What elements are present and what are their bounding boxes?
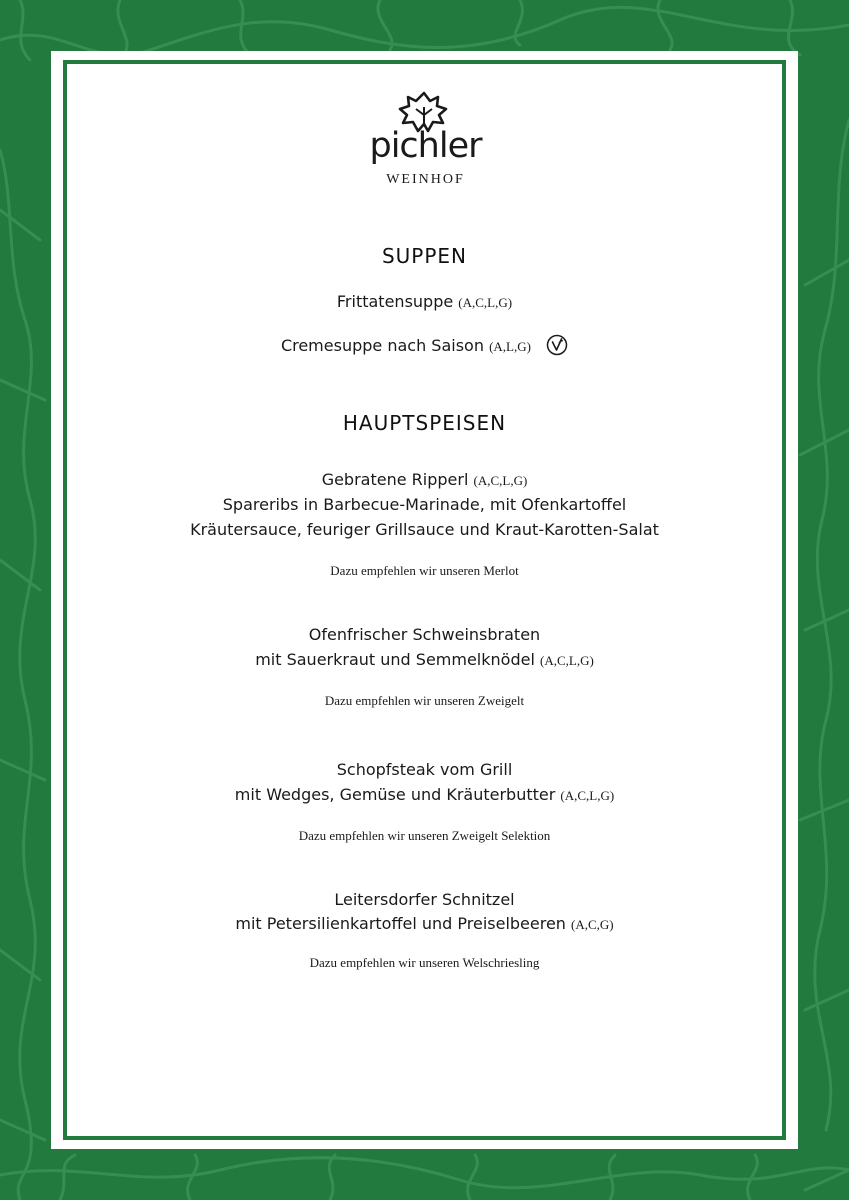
dish-description: mit Petersilienkartoffel und Preiselbeeren	[235, 914, 566, 933]
card-border-frame	[63, 60, 786, 1140]
dish-name: Frittatensuppe	[336, 292, 454, 311]
allergen-codes: (A,C,L,G)	[458, 295, 513, 310]
menu-card	[51, 51, 798, 1149]
dish-description: Spareribs in Barbecue-Marinade, mit Ofenkartoffel	[222, 495, 627, 514]
section-title-suppen: SUPPEN	[381, 244, 468, 268]
allergen-codes: (A,L,G)	[489, 339, 531, 354]
vegetarian-icon	[546, 334, 568, 356]
allergen-codes: (A,C,L,G)	[539, 653, 594, 668]
allergen-codes: (A,C,G)	[571, 917, 614, 932]
dish-name: Cremesuppe nach Saison	[280, 336, 484, 355]
dish-name: Ofenfrischer Schweinsbraten	[308, 625, 541, 644]
dish-name: Gebratene Ripperl	[321, 470, 469, 489]
dish-name: Leitersdorfer Schnitzel	[334, 890, 515, 909]
section-title-hauptspeisen: HAUPTSPEISEN	[342, 411, 507, 435]
menu-item-schopfsteak-desc	[51, 782, 798, 809]
menu-item-ripperl-title	[51, 467, 798, 494]
wine-recommendation: Dazu empfehlen wir unseren Welschriesling	[309, 955, 540, 970]
dish-description: mit Wedges, Gemüse und Kräuterbutter	[234, 785, 556, 804]
menu-item-cremesuppe	[51, 333, 798, 360]
dish-description: Kräutersauce, feuriger Grillsauce und Kraut-Karotten-Salat	[190, 520, 659, 539]
allergen-codes: (A,C,L,G)	[473, 473, 528, 488]
logo-wordmark: pichler	[369, 126, 482, 166]
wine-recommendation: Dazu empfehlen wir unseren Zweigelt Selektion	[298, 828, 551, 843]
allergen-codes: (A,C,L,G)	[560, 788, 615, 803]
wine-recommendation: Dazu empfehlen wir unseren Merlot	[330, 563, 519, 578]
logo-subtitle: WEINHOF	[386, 172, 465, 187]
dish-name: Schopfsteak vom Grill	[336, 760, 513, 779]
weinhof-logo	[358, 89, 493, 189]
menu-item-schnitzel-desc	[51, 911, 798, 938]
menu-item-schweinsbraten-desc	[51, 647, 798, 674]
wine-recommendation: Dazu empfehlen wir unseren Zweigelt	[324, 693, 525, 708]
menu-item-frittatensuppe	[51, 289, 798, 316]
dish-description: mit Sauerkraut und Semmelknödel	[255, 650, 535, 669]
